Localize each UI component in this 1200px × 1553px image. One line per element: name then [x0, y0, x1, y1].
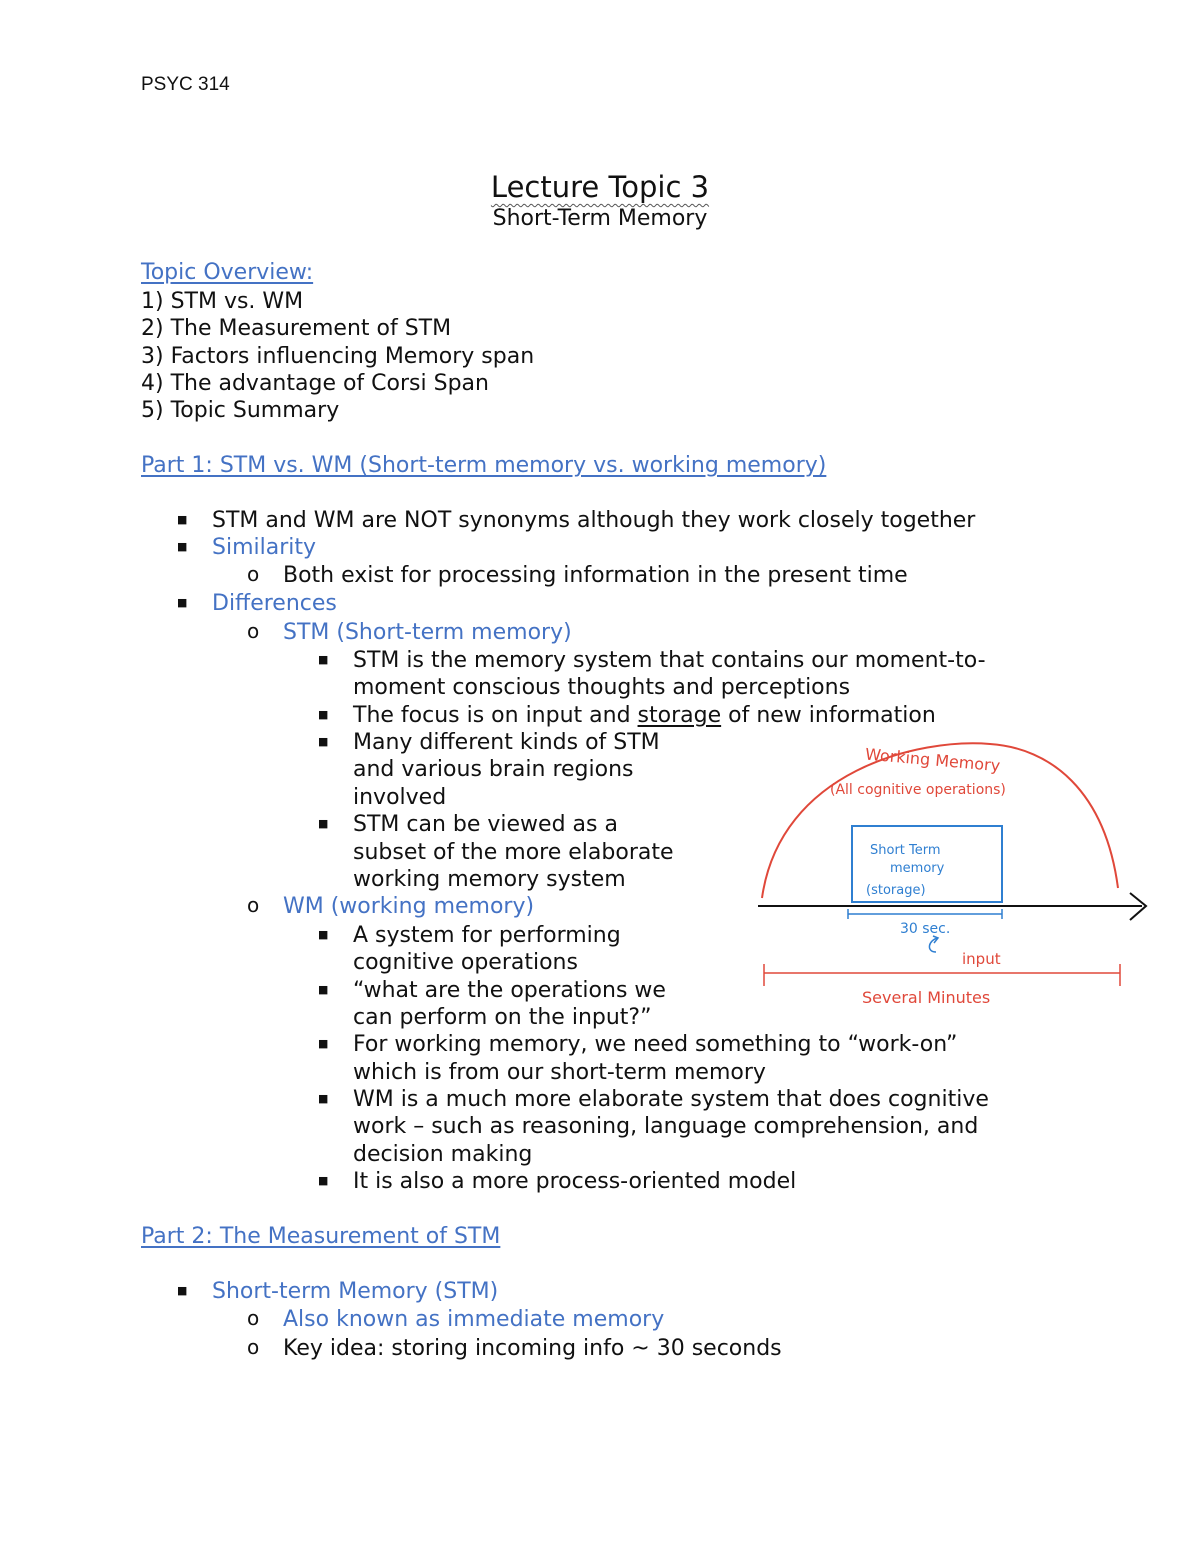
list-item-cont: work – such as reasoning, language comprehension, and — [353, 1114, 979, 1139]
list-item-cont: cognitive operations — [353, 950, 578, 975]
several-minutes-label: Several Minutes — [862, 988, 991, 1007]
list-item-cont: can perform on the input?” — [353, 1005, 652, 1030]
bullet-square-icon: ■ — [177, 1284, 188, 1297]
list-item-cont: involved — [353, 785, 447, 810]
overview-item: 5) Topic Summary — [141, 398, 340, 423]
list-item: For working memory, we need something to “work-on” — [353, 1032, 958, 1057]
list-item: STM and WM are NOT synonyms although they work closely together — [212, 508, 976, 533]
text-run: of new information — [728, 703, 936, 728]
stm-box-label: Short Term — [870, 843, 941, 858]
bullet-circle-icon: o — [247, 619, 260, 643]
bullet-square-icon: ■ — [177, 540, 188, 553]
stm-box-label: (storage) — [866, 883, 926, 898]
bullet-square-icon: ■ — [177, 596, 188, 609]
bullet-square-icon: ■ — [318, 653, 329, 666]
stm-box-label: memory — [890, 861, 945, 876]
list-item-cont: moment conscious thoughts and perceptions — [353, 675, 851, 700]
overview-item: 4) The advantage of Corsi Span — [141, 371, 489, 396]
list-item: Both exist for processing information in the present time — [283, 563, 908, 588]
list-item: STM can be viewed as a — [353, 812, 618, 837]
list-item: Also known as immediate memory — [283, 1307, 665, 1332]
bullet-square-icon: ■ — [177, 513, 188, 526]
input-arrow-icon — [929, 936, 938, 952]
bullet-square-icon: ■ — [318, 928, 329, 941]
similarity-heading: Similarity — [212, 535, 317, 560]
list-item — [353, 702, 936, 729]
all-cognitive-label: (All cognitive operations) — [830, 782, 1006, 798]
bullet-square-icon: ■ — [318, 735, 329, 748]
memory-diagram — [750, 730, 1155, 1020]
list-item: “what are the operations we — [353, 978, 666, 1003]
bullet-square-icon: ■ — [318, 817, 329, 830]
overview-item: 3) Factors influencing Memory span — [141, 344, 535, 369]
overview-heading: Topic Overview: — [141, 260, 314, 285]
bullet-square-icon: ■ — [318, 983, 329, 996]
list-item-cont: decision making — [353, 1142, 533, 1167]
bullet-square-icon: ■ — [318, 1037, 329, 1050]
course-header: PSYC 314 — [141, 74, 230, 95]
part1-heading: Part 1: STM vs. WM (Short-term memory vs. working memory) — [141, 453, 827, 478]
overview-item: 1) STM vs. WM — [141, 289, 304, 314]
list-item: Key idea: storing incoming info ~ 30 seconds — [283, 1336, 782, 1361]
bullet-square-icon: ■ — [318, 1174, 329, 1187]
list-item-cont: which is from our short-term memory — [353, 1060, 766, 1085]
working-memory-label: Working Memory — [864, 744, 1001, 776]
list-item-cont: working memory system — [353, 867, 626, 892]
underlined-word: storage — [637, 703, 722, 728]
bullet-square-icon: ■ — [318, 708, 329, 721]
overview-item: 2) The Measurement of STM — [141, 316, 452, 341]
stm-subheading: Short-term Memory (STM) — [212, 1279, 499, 1304]
text-run: The focus is on input and — [353, 703, 631, 728]
input-label: input — [962, 950, 1001, 968]
differences-heading: Differences — [212, 591, 337, 616]
list-item: It is also a more process-oriented model — [353, 1169, 797, 1194]
list-item: Many different kinds of STM — [353, 730, 660, 755]
stm-heading: STM (Short-term memory) — [283, 620, 572, 645]
list-item: WM is a much more elaborate system that does cognitive — [353, 1087, 989, 1112]
bullet-circle-icon: o — [247, 1335, 260, 1359]
list-item: STM is the memory system that contains our moment-to- — [353, 648, 986, 673]
wm-heading: WM (working memory) — [283, 894, 535, 919]
bullet-square-icon: ■ — [318, 1092, 329, 1105]
bullet-circle-icon: o — [247, 562, 260, 586]
bullet-circle-icon: o — [247, 893, 260, 917]
thirty-sec-label: 30 sec. — [900, 921, 951, 937]
part2-heading: Part 2: The Measurement of STM — [141, 1224, 501, 1249]
list-item-cont: subset of the more elaborate — [353, 840, 674, 865]
list-item-cont: and various brain regions — [353, 757, 634, 782]
bullet-circle-icon: o — [247, 1306, 260, 1330]
page-subtitle: Short-Term Memory — [492, 206, 708, 231]
list-item: A system for performing — [353, 923, 621, 948]
page-title: Lecture Topic 3 — [490, 170, 710, 204]
